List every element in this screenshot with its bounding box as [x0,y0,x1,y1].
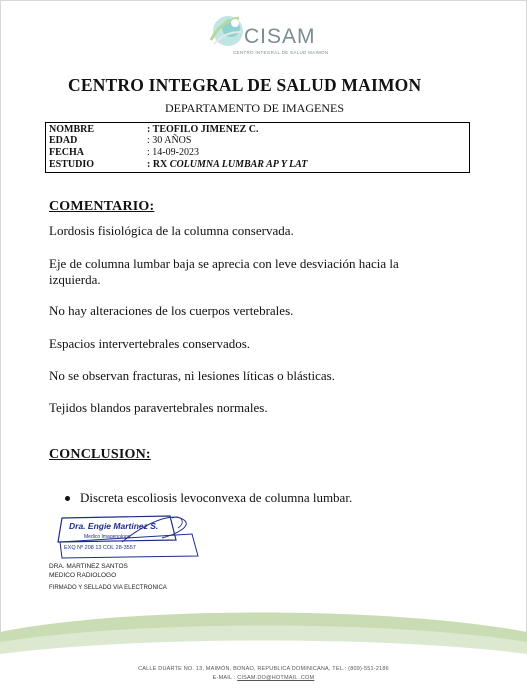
comment-paragraph: No hay alteraciones de los cuerpos vertebrales. [49,303,294,318]
stamp-frame-icon [52,512,212,562]
comentario-heading: COMENTARIO: [49,199,155,214]
patient-info-box [45,122,470,173]
patient-age-value: : 30 AÑOS [147,135,192,146]
patient-study-value [147,159,307,170]
study-name: COLUMNA LUMBAR AP Y LAT [169,159,308,170]
bullet-icon [65,496,70,501]
comment-paragraph: Lordosis fisiológica de la columna conservada. [49,223,294,238]
patient-date-value: : 14-09-2023 [147,147,199,158]
logo-swirl-icon [205,10,247,52]
stamp-doctor-name: Dra. Engie Martinez S. [69,521,159,531]
patient-label: FECHA [49,147,84,158]
conclusion-item: Discreta escoliosis levoconvexa de columna lumbar. [80,490,353,505]
cisam-logo [205,10,329,58]
patient-label: ESTUDIO [49,159,95,170]
comment-paragraph: No se observan fracturas, ni lesiones líticas o blásticas. [49,368,335,383]
footer-email-link[interactable]: CISAM.DO@HOTMAIL .COM [237,675,315,681]
patient-label: EDAD [49,135,78,146]
signature-role: MEDICO RADIOLOGO [49,572,117,579]
patient-label: NOMBRE [49,124,94,135]
comment-paragraph: Eje de columna lumbar baja se aprecia con leve desviación hacia la izquierda. [49,256,399,287]
comment-paragraph: Espacios intervertebrales conservados. [49,336,251,351]
footer-email-label: E-MAIL : [212,675,238,681]
logo-tagline: CENTRO INTEGRAL DE SALUD MAIMON [233,50,329,55]
footer-email-line [0,675,527,681]
stamp-role: Medico Imagenologo [84,534,131,540]
signature-note: FIRMADO Y SELLADO VIA ELECTRONICA [49,585,167,591]
conclusion-heading: CONCLUSION: [49,447,151,462]
stamp-code: EXQ Nº 208 13 COL 28-3557 [64,545,136,551]
study-prefix: : RX [147,159,170,170]
signature-name: DRA. MARTINEZ SANTOS [49,563,128,570]
patient-name-value: : TEOFILO JIMENEZ C. [147,124,259,135]
footer-wave [0,612,527,696]
footer-address: CALLE DUARTE NO. 13, MAIMÓN, BONAO, REPUBLICA DOMINICANA, TEL.: (809)-551-2186 [138,666,389,672]
logo-wordmark: CISAM [244,25,316,48]
department-name: DEPARTAMENTO DE IMAGENES [165,101,344,115]
comment-paragraph: Tejidos blandos paravertebrales normales. [49,400,268,415]
document-title: CENTRO INTEGRAL DE SALUD MAIMON [68,75,422,95]
signature-stamp [52,512,212,562]
